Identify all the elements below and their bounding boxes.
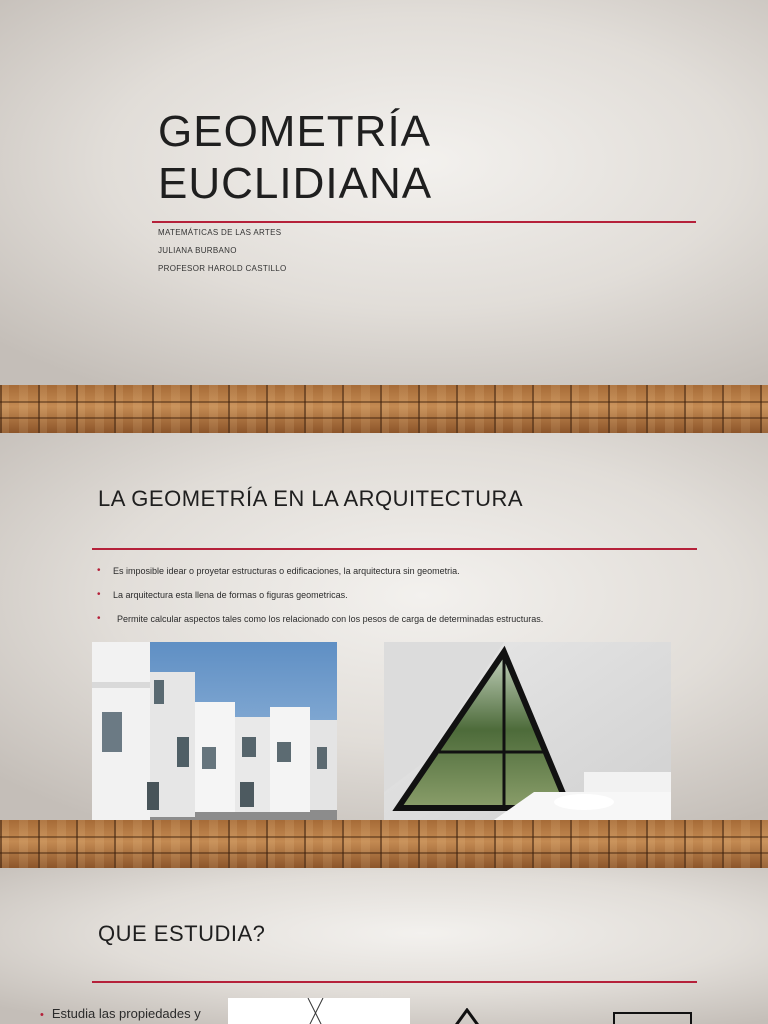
bullet-dot: • <box>97 589 101 600</box>
title-divider <box>92 981 697 983</box>
wood-floor <box>0 385 768 433</box>
bullet-item: • Es imposible idear o proyetar estructuras o edificaciones, la arquitectura sin geometria. <box>97 565 460 576</box>
title-line-1: GEOMETRÍA <box>158 107 432 156</box>
square-shape <box>613 1012 692 1024</box>
building-photo <box>92 642 337 820</box>
que-estudia-slide <box>0 868 768 1024</box>
architecture-slide <box>0 433 768 820</box>
diagram-image <box>228 998 410 1024</box>
subtitle-professor: PROFESOR HAROLD CASTILLO <box>158 264 287 273</box>
bullet-dot: • <box>40 1009 44 1021</box>
slide-title <box>158 106 432 210</box>
subtitle-author: JULIANA BURBANO <box>158 246 237 255</box>
subtitle-block <box>158 224 287 278</box>
slide-title: QUE ESTUDIA? <box>98 921 266 946</box>
triangle-window-photo <box>384 642 671 820</box>
subtitle-course: MATEMÁTICAS DE LAS ARTES <box>158 228 282 237</box>
bullet-dot: • <box>97 613 101 624</box>
title-divider <box>152 221 696 223</box>
bullet-item: • La arquitectura esta llena de formas o figuras geometricas. <box>97 589 348 600</box>
bullet-list <box>97 566 697 638</box>
slide-title: LA GEOMETRÍA EN LA ARQUITECTURA <box>98 486 524 511</box>
bullet-item: • Permite calcular aspectos tales como los relacionado con los pesos de carga de determinadas estructuras. <box>97 613 544 624</box>
bullet-item: • Estudia las propiedades y <box>40 1006 201 1021</box>
triangle-shape <box>452 1008 482 1024</box>
title-slide <box>0 0 768 385</box>
bullet-dot: • <box>97 565 101 576</box>
title-line-2: EUCLIDIANA <box>158 159 433 208</box>
wood-floor <box>0 820 768 868</box>
title-divider <box>92 548 697 550</box>
